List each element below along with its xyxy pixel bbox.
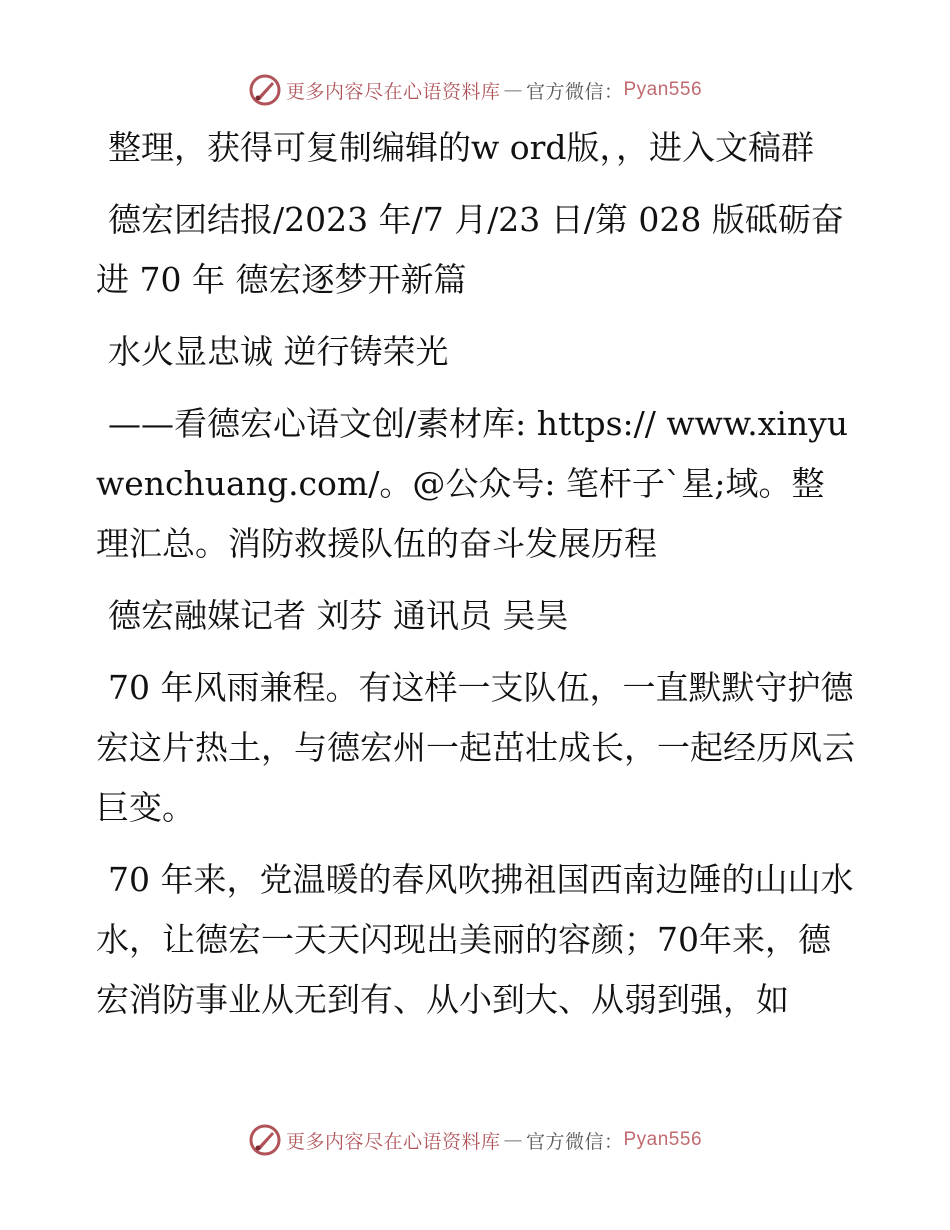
article-subtitle: ——看德宏心语文创/素材库: https:// www.xinyuwenchuang.com/。@公众号: 笔杆子`星;域。整理汇总。消防救援队伍的奋斗发展历程	[96, 404, 849, 563]
watermark-banner-top	[0, 70, 950, 110]
watermark-site-text: 更多内容尽在心语资料库	[285, 1130, 501, 1153]
watermark-banner-bottom	[0, 1120, 950, 1160]
document-body	[96, 118, 856, 1042]
body-paragraph-2: 70 年来，党温暖的春风吹拂祖国西南边陲的山山水水，让德宏一天天闪现出美丽的容颜；70年来，德宏消防事业从无到有、从小到大、从弱到强，如	[96, 860, 854, 1019]
watermark-wechat-label: 官方微信：	[525, 1130, 624, 1153]
watermark-separator: —	[503, 79, 523, 101]
body-paragraph-1: 70 年风雨兼程。有这样一支队伍，一直默默守护德宏这片热土，与德宏州一起茁壮成长，一起经历风云巨变。	[96, 668, 855, 827]
watermark-wechat-label: 官方微信：	[525, 80, 624, 103]
watermark-wechat-id: Pyan556	[623, 79, 703, 100]
byline: 德宏融媒记者 刘芬 通讯员 吴昊	[108, 596, 569, 635]
watermark-separator: —	[503, 1129, 523, 1151]
watermark-wechat-id: Pyan556	[623, 1129, 703, 1150]
article-title: 水火显忠诚 逆行铸荣光	[108, 332, 449, 371]
quill-seal-icon	[248, 1123, 282, 1157]
watermark-site-text: 更多内容尽在心语资料库	[285, 80, 501, 103]
source-line: 德宏团结报/2023 年/7 月/23 日/第 028 版砥砺奋进 70 年 德宏逐梦开新篇	[96, 200, 844, 299]
intro-paragraph: 整理，获得可复制编辑的w ord版，，进入文稿群	[108, 128, 815, 167]
quill-seal-icon	[248, 73, 282, 107]
